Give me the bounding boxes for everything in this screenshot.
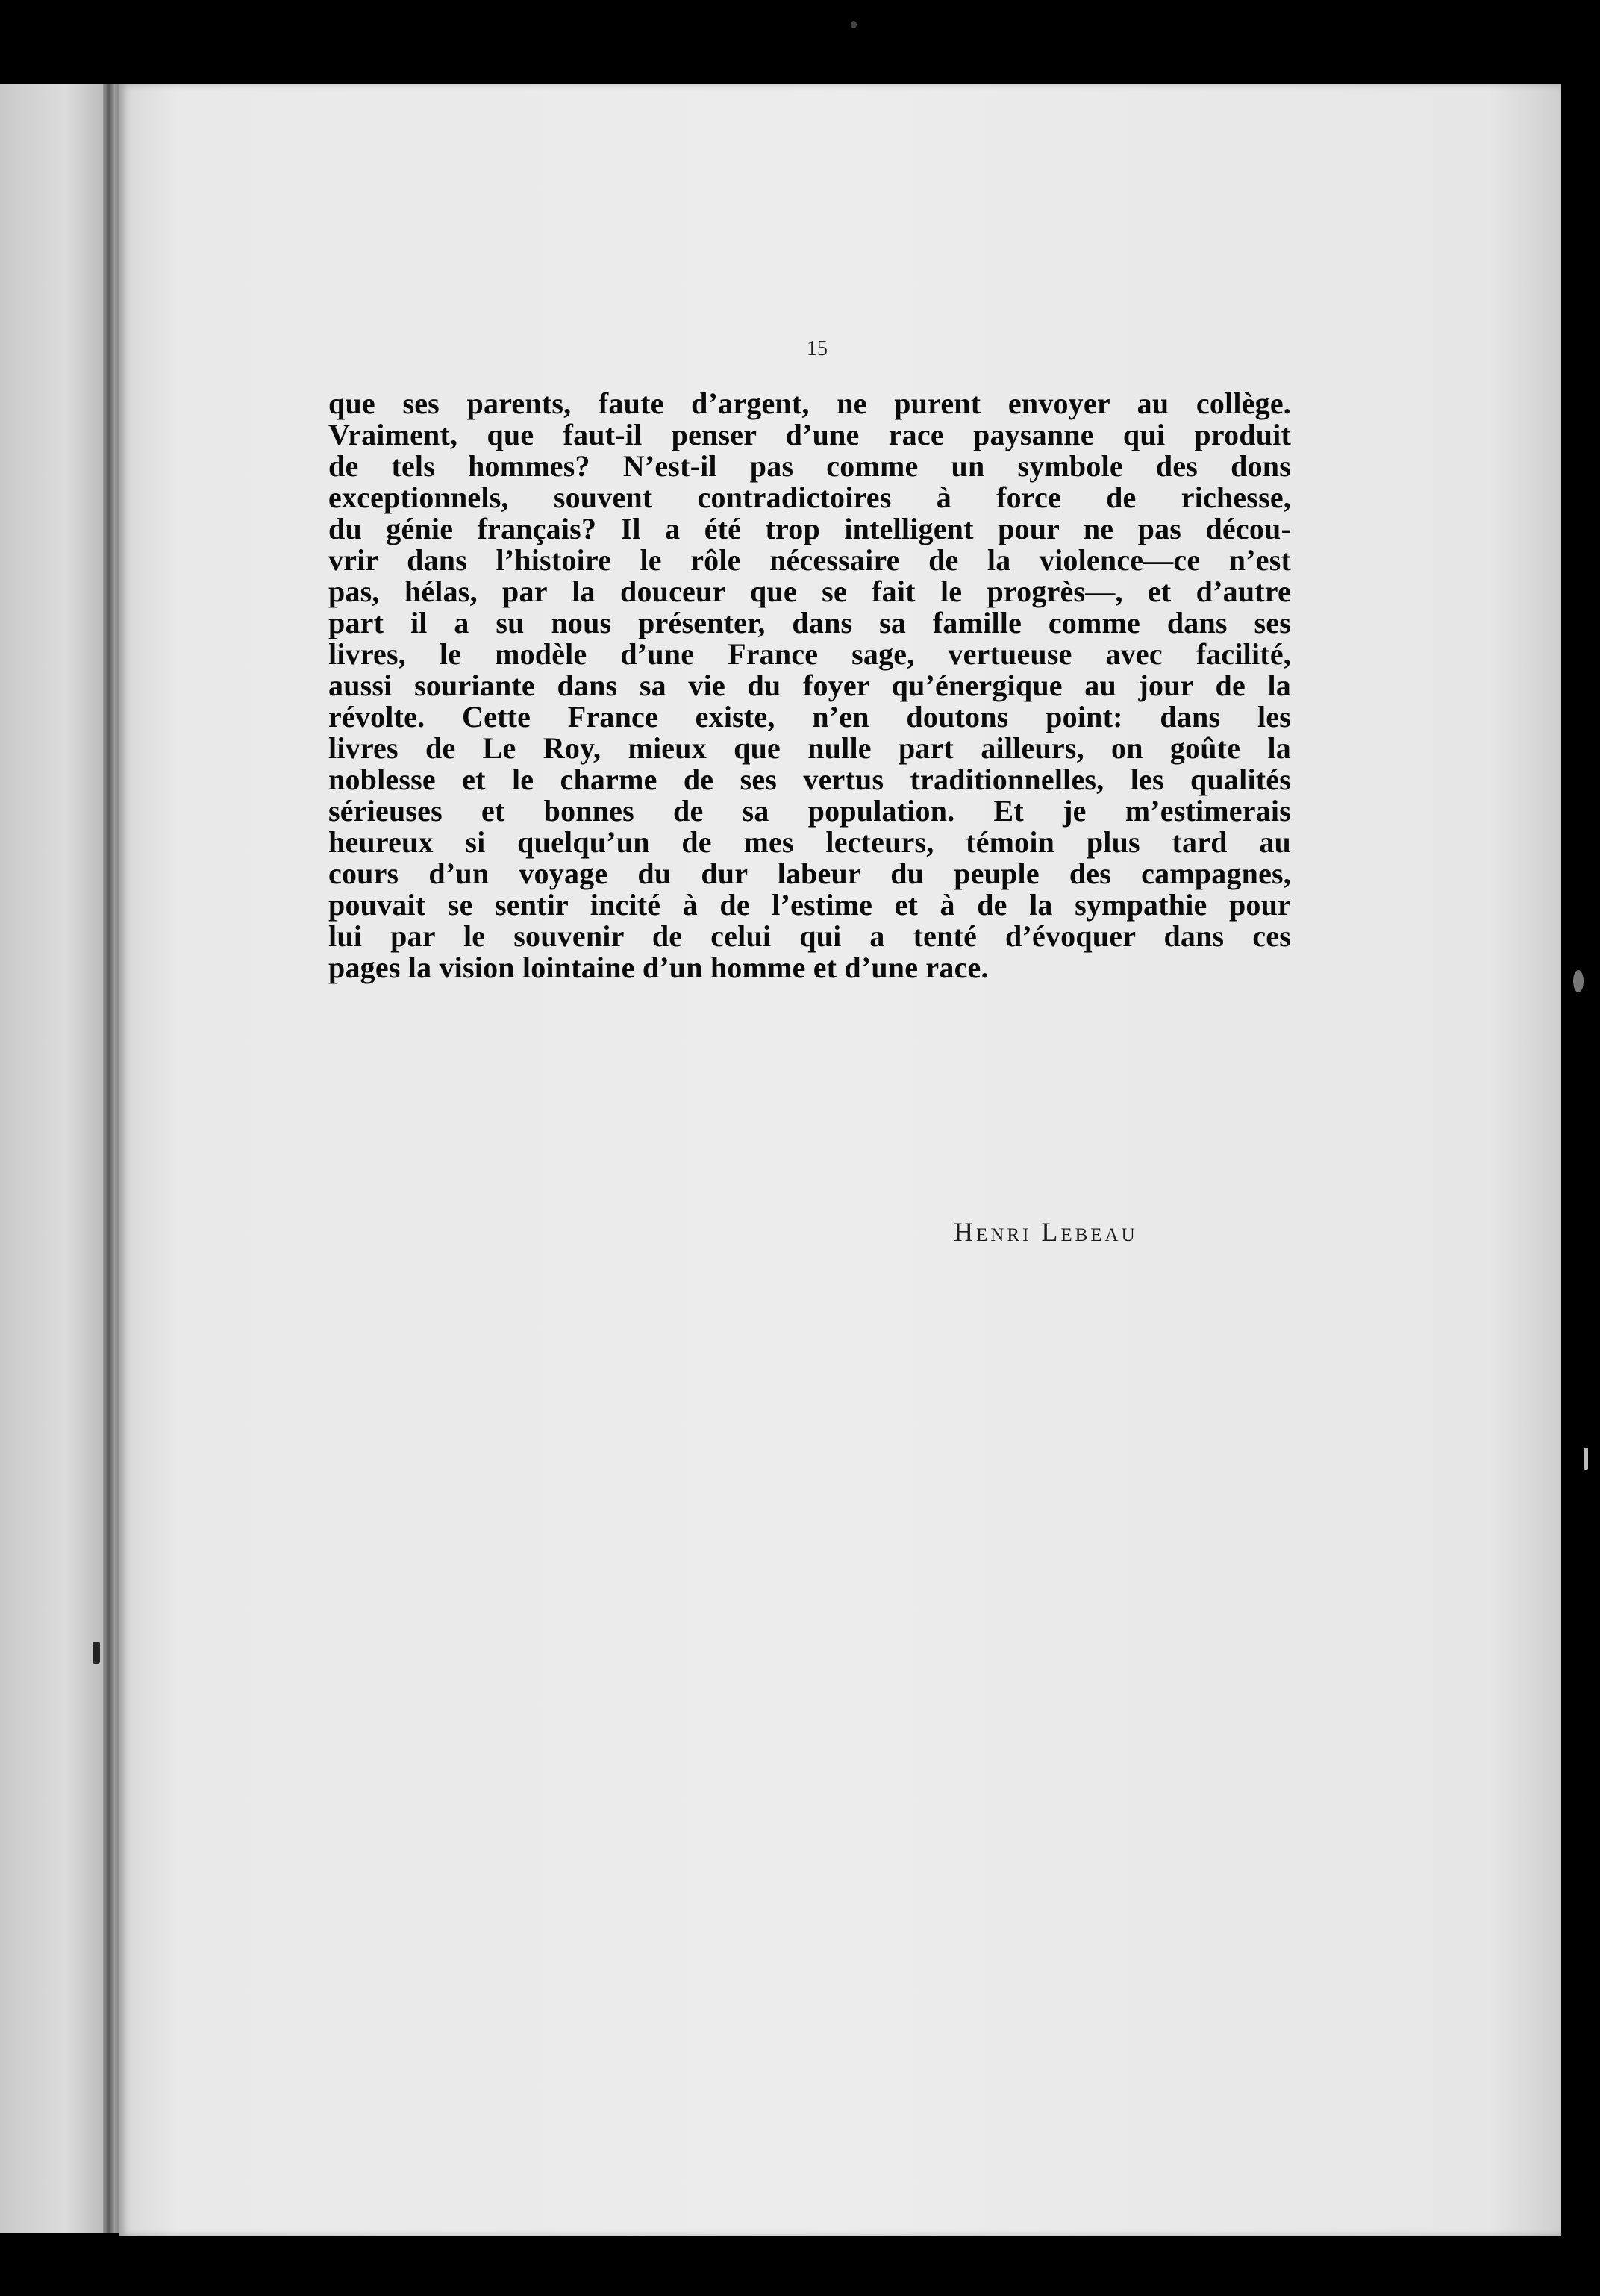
book-spine xyxy=(103,84,115,2233)
left-page-edge xyxy=(0,84,119,2233)
text-line: pas, hélas, par la douceur que se fait le progrès—, et d’autre xyxy=(328,575,1291,608)
text-line: heureux si quelqu’un de mes lecteurs, témoin plus tard au xyxy=(328,825,1291,859)
text-line: vrir dans l’histoire le rôle nécessaire de la violence—ce n’est xyxy=(328,543,1291,577)
text-line: révolte. Cette France existe, n’en doutons point: dans les xyxy=(328,700,1291,733)
body-text xyxy=(328,388,1291,983)
text-line: de tels hommes? N’est-il pas comme un symbole des dons xyxy=(328,449,1291,483)
dust-speck xyxy=(93,1642,100,1664)
page-number: 15 xyxy=(807,337,828,360)
text-line: que ses parents, faute d’argent, ne purent envoyer au collège. xyxy=(328,387,1291,420)
text-line: pages la vision lointaine d’un homme et d’une race. xyxy=(328,951,989,984)
text-line: lui par le souvenir de celui qui a tenté d’évoquer dans ces xyxy=(328,919,1291,953)
author-signature: Henri Lebeau xyxy=(954,1217,1138,1247)
text-line: livres, le modèle d’une France sage, vertueuse avec facilité, xyxy=(328,637,1291,671)
text-line: cours d’un voyage du dur labeur du peuple des campagnes, xyxy=(328,857,1291,890)
text-line: Vraiment, que faut-il penser d’une race paysanne qui produit xyxy=(328,418,1291,451)
text-line: du génie français? Il a été trop intelligent pour ne pas décou- xyxy=(328,512,1291,545)
text-line: noblesse et le charme de ses vertus traditionnelles, les qualités xyxy=(328,763,1291,796)
text-line: aussi souriante dans sa vie du foyer qu’énergique au jour de la xyxy=(328,669,1291,702)
text-line: livres de Le Roy, mieux que nulle part ailleurs, on goûte la xyxy=(328,731,1291,765)
text-line: part il a su nous présenter, dans sa famille comme dans ses xyxy=(328,606,1291,639)
text-line: exceptionnels, souvent contradictoires à force de richesse, xyxy=(328,481,1291,514)
dust-speck xyxy=(851,21,857,28)
text-line: pouvait se sentir incité à de l’estime et à de la sympathie pour xyxy=(328,888,1291,922)
dust-speck xyxy=(1573,970,1584,992)
dust-speck xyxy=(1584,1448,1588,1470)
text-line: sérieuses et bonnes de sa population. Et je m’estimerais xyxy=(328,794,1291,828)
